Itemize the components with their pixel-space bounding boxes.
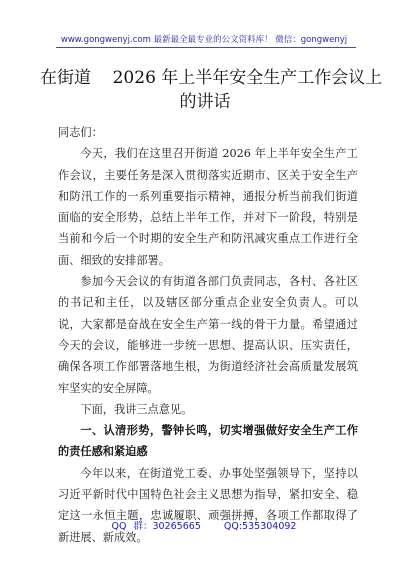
paragraph-1: 今天，我们在这里召开街道 2026 年上半年安全生产工作会议，主要任务是深入贯彻落实近期市、区关于安全生产和防汛工作的一系列重要指示精神，通报分析当前我们街道面临的安全形势，总结上半年工作，并对下一阶段，特别是当前和今后一个时期的安全生产和防汛减灾重点工作进行全面、细致的安排部署。 (58, 147, 358, 267)
paragraph-3: 下面，我讲三点意见。 (80, 402, 193, 416)
section-heading-1: 一、认清形势，警钟长鸣，切实增强做好安全生产工作的责任感和紧迫感 (58, 424, 358, 459)
footer-qq-group: QQ 群：30265665 (111, 521, 201, 532)
document-body (58, 122, 358, 548)
salutation: 同志们： (58, 126, 103, 139)
title-line-2: 的讲话 (179, 92, 231, 112)
title-line-1: 在街道 2026 年上半年安全生产工作会议上 (40, 68, 383, 88)
page-header: www.gongwenyj.com 最新最全最专业的公文资料库！ 微信：gongwenyj (60, 35, 348, 45)
page-footer (0, 518, 408, 532)
footer-qq: QQ:535304092 (223, 521, 297, 532)
header-divider (56, 47, 356, 48)
paragraph-2: 参加今天会议的有街道各部门负责同志，各村、各社区的书记和主任，以及辖区部分重点企业安全负责人。可以说，大家都是奋战在安全生产第一线的骨干力量。希望通过今天的会议，能够进一步统一思想、提高认识、压实责任，确保各项工作部署落地生根，为街道经济社会高质量发展筑牢坚实的安全屏障。 (58, 275, 358, 395)
paragraph-4: 今年以来，在街道党工委、办事处坚强领导下，坚持以习近平新时代中国特色社会主义思想为指导，紧扣安全、稳定这一永恒主题，忠诚履职、顽强拼搏，各项工作都取得了新进展、新成效。 (58, 466, 358, 544)
document-title (40, 66, 383, 114)
